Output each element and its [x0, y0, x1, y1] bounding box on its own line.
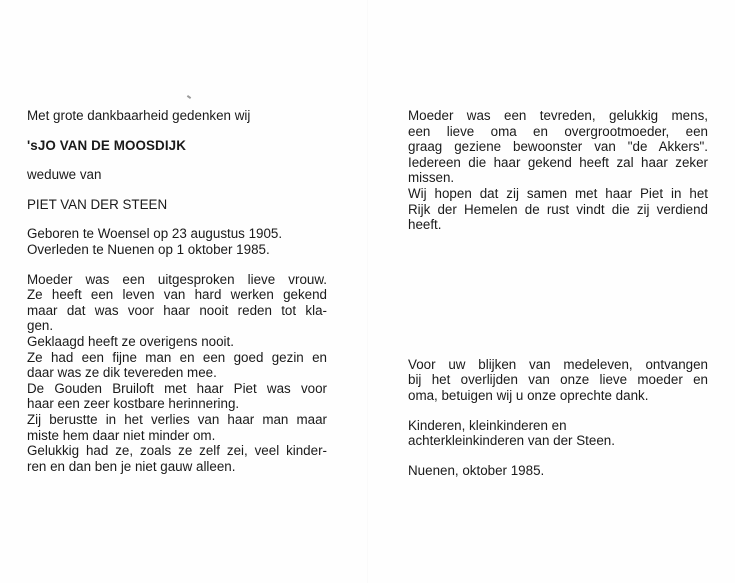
text-line: Rijk der Hemelen de rust vindt die zij verdiend: [408, 201, 708, 217]
text-line: gen.: [27, 318, 54, 334]
ink-speck: [187, 95, 191, 99]
text-line: Wij hopen dat zij samen met haar Piet in het: [408, 185, 708, 201]
text-line: De Gouden Bruiloft met haar Piet was voor: [27, 380, 327, 396]
text-line: een lieve oma en overgrootmoeder, een: [408, 123, 708, 139]
left-column: [27, 108, 327, 474]
text-line: haar een zeer kostbare herinnering.: [27, 396, 240, 412]
text-line: Geklaagd heeft ze overigens nooit.: [27, 333, 234, 349]
spouse-name: PIET VAN DER STEEN: [27, 196, 168, 212]
text-line: Ze had een fijne man en een goed gezin en: [27, 349, 327, 365]
text-line: Iedereen die haar gekend heeft zal haar zeker: [408, 154, 708, 170]
intro-line: Met grote dankbaarheid gedenken wij: [27, 108, 251, 123]
birth-line: Geboren te Woensel op 23 augustus 1905.: [27, 226, 283, 242]
widow-of-label: weduwe van: [27, 167, 102, 183]
thanks-line: Voor uw blijken van medeleven, ontvangen: [408, 356, 708, 372]
family-line: achterkleinkinderen van der Steen.: [408, 433, 615, 449]
text-line: Gelukkig had ze, zoals ze zelf zei, veel kinder-: [27, 443, 327, 459]
thanks-line: oma, betuigen wij u onze oprechte dank.: [408, 387, 649, 403]
text-line: maar dat was voor haar nooit reden tot kla-: [27, 302, 327, 318]
text-line: missen.: [408, 170, 455, 186]
text-line: miste hem daar niet minder om.: [27, 427, 216, 443]
text-line: ren en dan ben je niet gauw alleen.: [27, 458, 236, 474]
text-line: graag geziene bewoonster van "de Akkers".: [408, 139, 708, 155]
right-column: [408, 108, 708, 478]
deceased-name: 'sJO VAN DE MOOSDIJK: [27, 137, 186, 153]
thanks-line: bij het overlijden van onze lieve moeder en: [408, 372, 708, 388]
text-line: Zij berustte in het verlies van haar man maar: [27, 411, 327, 427]
text-line: Moeder was een tevreden, gelukkig mens,: [408, 108, 708, 123]
text-line: Ze heeft een leven van hard werken gekend: [27, 287, 327, 303]
text-line: Moeder was een uitgesproken lieve vrouw.: [27, 271, 327, 287]
death-line: Overleden te Nuenen op 1 oktober 1985.: [27, 241, 270, 257]
fold-line: [367, 0, 368, 583]
text-line: heeft.: [408, 217, 442, 233]
family-line: Kinderen, kleinkinderen en: [408, 417, 567, 433]
text-line: daar was ze dik tevereden mee.: [27, 365, 217, 381]
place-date: Nuenen, oktober 1985.: [408, 462, 545, 478]
